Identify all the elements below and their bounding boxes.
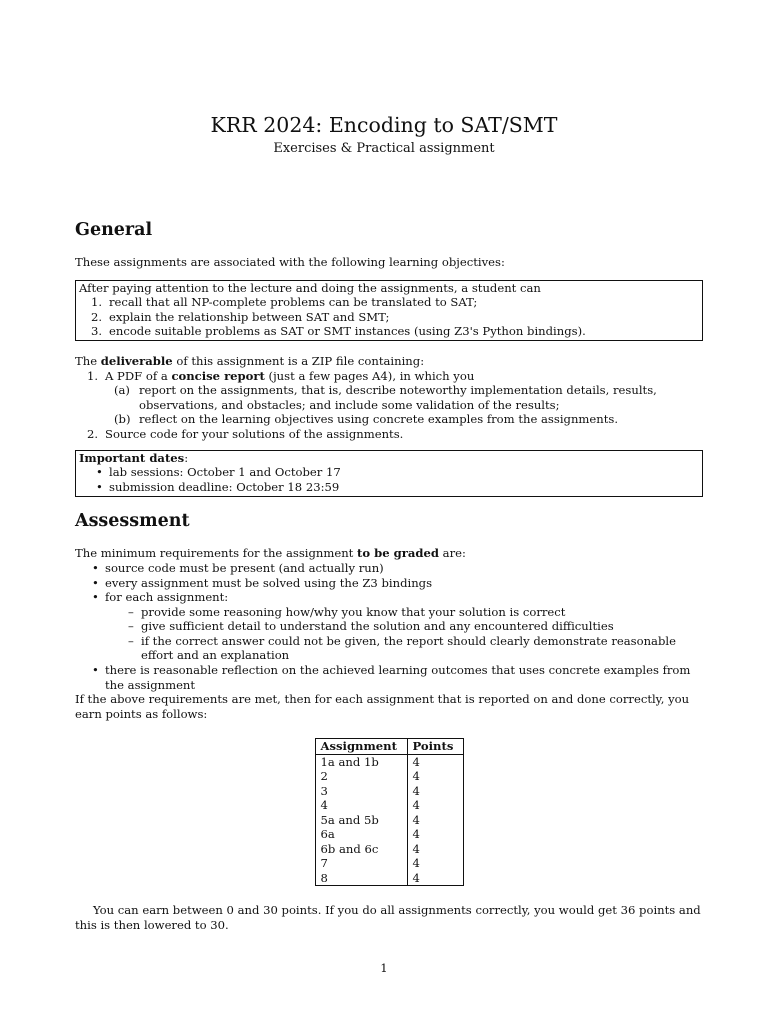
section-heading-general: General (75, 220, 153, 240)
sub-requirement-item (113, 619, 703, 634)
sub-item-text: reflect on the learning objectives using concrete examples from the assignments. (139, 412, 619, 427)
objectives-box-intro: After paying attention to the lecture and doing the assignments, a student can (79, 280, 541, 295)
points-cell: 4 (412, 812, 420, 827)
sub-requirement-item (113, 634, 703, 663)
objective-text: explain the relationship between SAT and SMT; (109, 309, 390, 324)
objectives-list (79, 295, 699, 339)
objective-item (79, 324, 699, 339)
requirement-item (75, 590, 703, 663)
table-row (315, 784, 463, 799)
bullet-icon: • (92, 575, 99, 590)
points-intro-paragraph: If the above requirements are met, then for each assignment that is reported on and done correctly, you earn points as follows: (75, 692, 690, 721)
table-row (315, 798, 463, 813)
bullet-icon: • (92, 590, 99, 605)
assignment-cell: 6a (315, 827, 407, 842)
text-run: (just a few pages A4), in which you (264, 368, 475, 383)
important-dates-label (79, 451, 699, 466)
assignment-cell: 6b and 6c (315, 842, 407, 857)
list-number: 2. (91, 309, 103, 324)
page-number: 1 (380, 961, 388, 975)
report-sub-list (105, 383, 703, 427)
document-subtitle: Exercises & Practical assignment (273, 141, 495, 156)
dash-icon: – (128, 633, 134, 648)
assignment-cell: 2 (315, 769, 407, 784)
sub-item-text: report on the assignments, that is, describe noteworthy implementation details, results, observations, and obstacles; and include some validation of the results; (139, 383, 657, 412)
date-text: submission deadline: October 18 23:59 (109, 479, 340, 494)
learning-objectives-box (75, 280, 703, 341)
date-text: lab sessions: October 1 and October 17 (109, 465, 341, 480)
table-row (315, 871, 463, 886)
bullet-icon: • (96, 479, 103, 494)
text-run: A PDF of a (105, 368, 172, 383)
bullet-icon: • (92, 560, 99, 575)
objectives-intro-paragraph: These assignments are associated with the following learning objectives: (75, 255, 505, 269)
document-body (75, 219, 703, 933)
points-cell: 4 (412, 827, 420, 842)
requirement-text: there is reasonable reflection on the achieved learning outcomes that uses concrete examples from the assignment (105, 663, 691, 692)
text-run: : (184, 450, 189, 465)
table-row (315, 842, 463, 857)
dash-icon: – (128, 604, 134, 619)
requirement-text: for each assignment: (105, 590, 229, 605)
sub-requirement-text: provide some reasoning how/why you know that your solution is correct (141, 604, 566, 619)
table-row (315, 813, 463, 828)
assignment-cell: 4 (315, 798, 407, 813)
table-row (315, 856, 463, 871)
dates-list (79, 465, 699, 494)
to-be-graded-emphasis: to be graded (357, 546, 439, 561)
text-run: of this assignment is a ZIP file containing: (172, 353, 425, 368)
requirement-text: source code must be present (and actually run) (105, 560, 384, 575)
objective-item (79, 295, 699, 310)
document-title: KRR 2024: Encoding to SAT/SMT (210, 113, 558, 137)
deliverable-item-report (75, 369, 703, 427)
list-letter: (a) (114, 383, 130, 398)
concise-report-emphasis: concise report (171, 368, 265, 383)
list-number: 1. (91, 295, 103, 310)
points-cell: 4 (412, 798, 420, 813)
sub-requirements-list (113, 605, 703, 663)
title-block (0, 112, 768, 157)
list-number: 1. (87, 368, 99, 383)
requirement-item (75, 561, 703, 576)
assignment-cell: 1a and 1b (315, 754, 407, 769)
assignment-cell: 5a and 5b (315, 813, 407, 828)
report-sub-item (105, 383, 703, 412)
assignment-cell: 3 (315, 784, 407, 799)
bullet-icon: • (92, 663, 99, 678)
deliverable-list (75, 369, 703, 442)
dates-label-bold: Important dates (79, 450, 185, 465)
list-number: 2. (87, 426, 99, 441)
requirements-list (75, 561, 703, 692)
closing-paragraph: You can earn between 0 and 30 points. If you do all assignments correctly, you would get 36 points and this is then lowered to 30. (75, 903, 701, 933)
points-cell: 4 (412, 769, 420, 784)
objective-item (79, 310, 699, 325)
item-text: Source code for your solutions of the assignments. (105, 426, 404, 441)
text-run: The minimum requirements for the assignment (75, 546, 358, 561)
text-run: are: (439, 546, 466, 561)
objective-text: recall that all NP-complete problems can be translated to SAT; (109, 295, 478, 310)
list-letter: (b) (114, 412, 131, 427)
assignment-cell: 8 (315, 871, 407, 886)
points-cell: 4 (412, 856, 420, 871)
sub-requirement-text: give sufficient detail to understand the solution and any encountered difficulties (141, 619, 614, 634)
list-number: 3. (91, 324, 103, 339)
table-row (315, 754, 463, 769)
points-cell: 4 (412, 754, 420, 769)
report-sub-item (105, 412, 703, 427)
important-dates-box (75, 450, 703, 498)
text-run: The (75, 353, 101, 368)
column-header-points: Points (407, 739, 463, 755)
sub-requirement-item (113, 605, 703, 620)
dash-icon: – (128, 619, 134, 634)
objective-text: encode suitable problems as SAT or SMT instances (using Z3's Python bindings). (109, 324, 586, 339)
bullet-icon: • (96, 465, 103, 480)
date-item (79, 465, 699, 480)
deliverable-item-source (75, 427, 703, 442)
requirement-item (75, 576, 703, 591)
requirement-text: every assignment must be solved using the Z3 bindings (105, 575, 433, 590)
points-cell: 4 (412, 841, 420, 856)
points-cell: 4 (412, 783, 420, 798)
deliverable-paragraph (75, 354, 703, 369)
section-heading-assessment: Assessment (75, 511, 190, 532)
column-header-assignment: Assignment (315, 739, 407, 755)
table-row (315, 827, 463, 842)
requirements-intro (75, 546, 703, 561)
requirement-item (75, 663, 703, 692)
table-row (315, 769, 463, 784)
sub-requirement-text: if the correct answer could not be given, the report should clearly demonstrate reasonable effort and an explanation (141, 633, 676, 663)
assignment-cell: 7 (315, 856, 407, 871)
points-table (315, 738, 464, 886)
points-cell: 4 (412, 870, 420, 885)
table-header-row (315, 739, 463, 755)
date-item (79, 480, 699, 495)
deliverable-emphasis: deliverable (100, 353, 173, 368)
